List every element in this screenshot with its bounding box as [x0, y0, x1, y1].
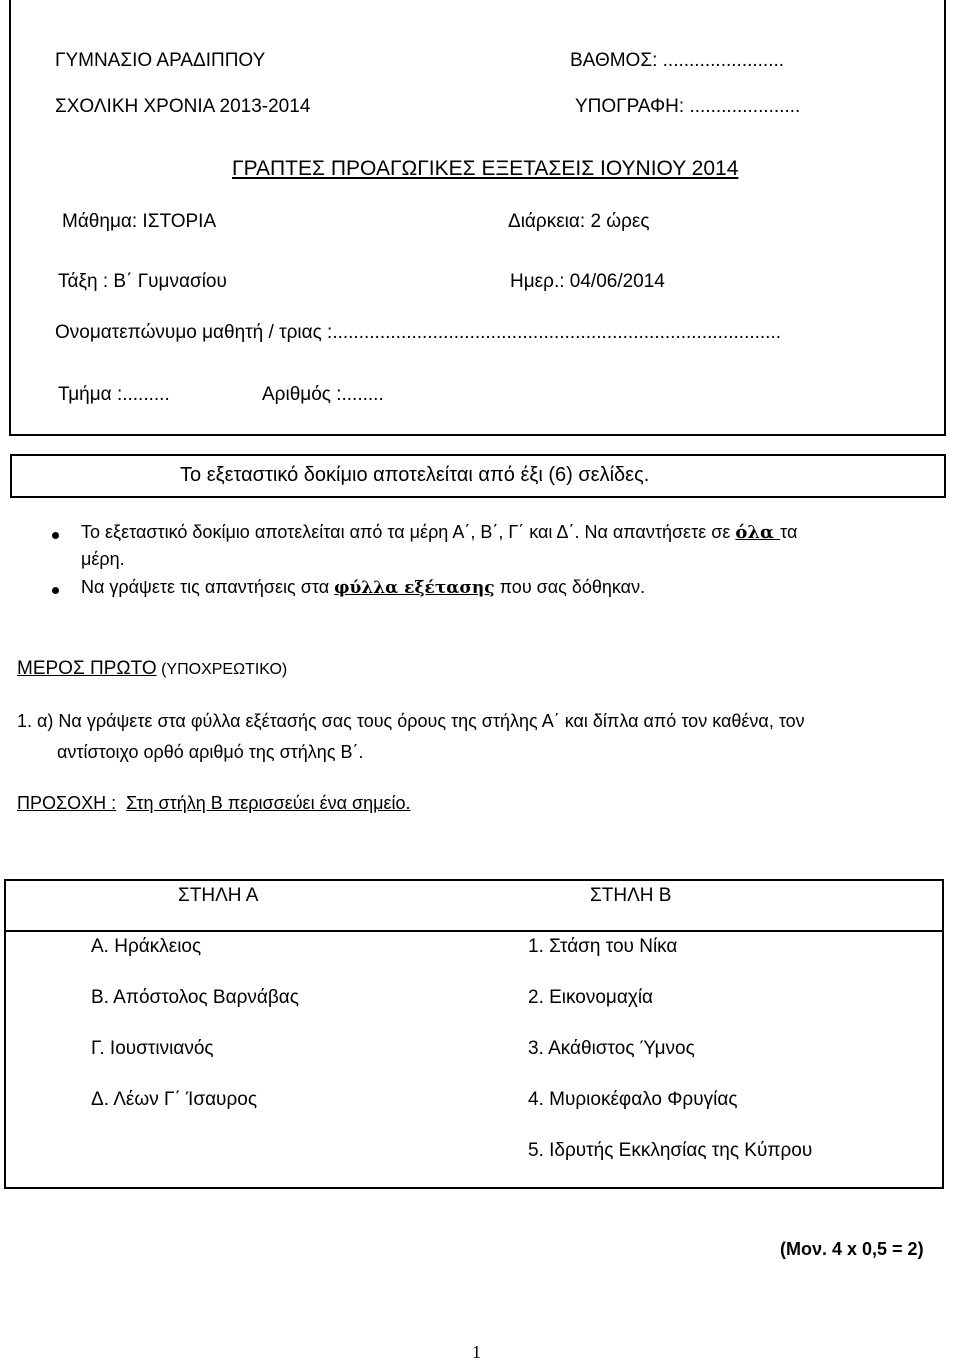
duration: Διάρκεια: 2 ώρες	[508, 211, 650, 232]
column-b-item: 2. Εικονομαχία	[528, 987, 654, 1008]
page-number: 1	[472, 1342, 481, 1362]
note	[17, 793, 411, 814]
column-a-item: Α. Ηράκλειος	[91, 936, 202, 957]
part-one-subtitle: (ΥΠΟΧΡΕΩΤΙΚΟ)	[156, 661, 288, 678]
signature-field: ΥΠΟΓΡΑΦΗ: .....................	[575, 96, 801, 117]
instruction-2-text: Να γράψετε τις απαντήσεις στα	[81, 577, 335, 597]
column-b-item: 4. Μυριοκέφαλο Φρυγίας	[528, 1089, 738, 1110]
column-a-item: Β. Απόστολος Βαρνάβας	[91, 987, 299, 1008]
school-year: ΣΧΟΛΙΚΗ ΧΡΟΝΙΑ 2013-2014	[55, 96, 311, 117]
instruction-1-tail: τα	[780, 522, 798, 542]
table-top-border	[4, 879, 944, 881]
question-1-line-2: αντίστοιχο ορθό αριθμό της στήλης Β΄.	[57, 742, 364, 762]
class-field: Τάξη : Β΄ Γυμνασίου	[58, 271, 227, 292]
instruction-1-cont: μέρη.	[81, 549, 125, 569]
column-b-item: 5. Ιδρυτής Εκκλησίας της Κύπρου	[528, 1140, 813, 1161]
pages-notice: Το εξεταστικό δοκίμιο αποτελείται από έξι (6) σελίδες.	[180, 464, 650, 486]
table-header-divider	[4, 930, 944, 932]
column-b-header: ΣΤΗΛΗ Β	[590, 885, 672, 906]
instruction-1-text: Το εξεταστικό δοκίμιο αποτελείται από τα μέρη Α΄, Β΄, Γ΄ και Δ΄. Να απαντήσετε σε	[81, 522, 736, 542]
bullet-1	[52, 532, 59, 539]
column-a-header: ΣΤΗΛΗ Α	[178, 885, 259, 906]
note-text: Στη στήλη Β περισσεύει ένα σημείο.	[126, 793, 411, 813]
grade-field: ΒΑΘΜΟΣ: .......................	[570, 50, 785, 71]
note-label: ΠΡΟΣΟΧΗ :	[17, 793, 117, 813]
date-field: Ημερ.: 04/06/2014	[510, 271, 665, 292]
column-b-item: 1. Στάση του Νίκα	[528, 936, 678, 957]
subject: Μάθημα: ΙΣΤΟΡΙΑ	[62, 211, 217, 232]
instruction-2	[81, 577, 645, 598]
instruction-2-tail: που σας δόθηκαν.	[494, 577, 646, 597]
part-one-title: ΜΕΡΟΣ ΠΡΩΤΟ	[17, 658, 157, 679]
table-bottom-border	[4, 1187, 944, 1189]
school-name: ΓΥΜΝΑΣΙΟ ΑΡΑΔΙΠΠΟΥ	[55, 50, 266, 71]
column-a-item: Δ. Λέων Γ΄ Ίσαυρος	[91, 1089, 257, 1110]
number-field: Αριθμός :........	[262, 384, 384, 405]
bullet-2	[52, 587, 59, 594]
table-left-border	[4, 879, 6, 1189]
instruction-2-emph: φύλλα εξέτασης	[334, 578, 495, 598]
student-name-field: Ονοματεπώνυμο μαθητή / τριας :.....................................................................................	[55, 322, 782, 343]
exam-title: ΓΡΑΠΤΕΣ ΠΡΟΑΓΩΓΙΚΕΣ ΕΞΕΤΑΣΕΙΣ ΙΟΥΝΙΟΥ 2014	[232, 157, 739, 180]
question-1-line-1: 1. α) Να γράψετε στα φύλλα εξέτασής σας τους όρους της στήλης Α΄ και δίπλα από τον καθένα, τον	[17, 711, 805, 731]
part-one-heading	[17, 658, 287, 680]
column-a-item: Γ. Ιουστινιανός	[91, 1038, 214, 1059]
column-b-item: 3. Ακάθιστος Ύμνος	[528, 1038, 695, 1059]
instruction-1	[81, 522, 797, 543]
table-right-border	[942, 879, 944, 1189]
marks: (Μον. 4 x 0,5 = 2)	[780, 1239, 924, 1259]
section-field: Τμήμα :.........	[58, 384, 170, 405]
instruction-1-emph: όλα	[735, 522, 781, 543]
